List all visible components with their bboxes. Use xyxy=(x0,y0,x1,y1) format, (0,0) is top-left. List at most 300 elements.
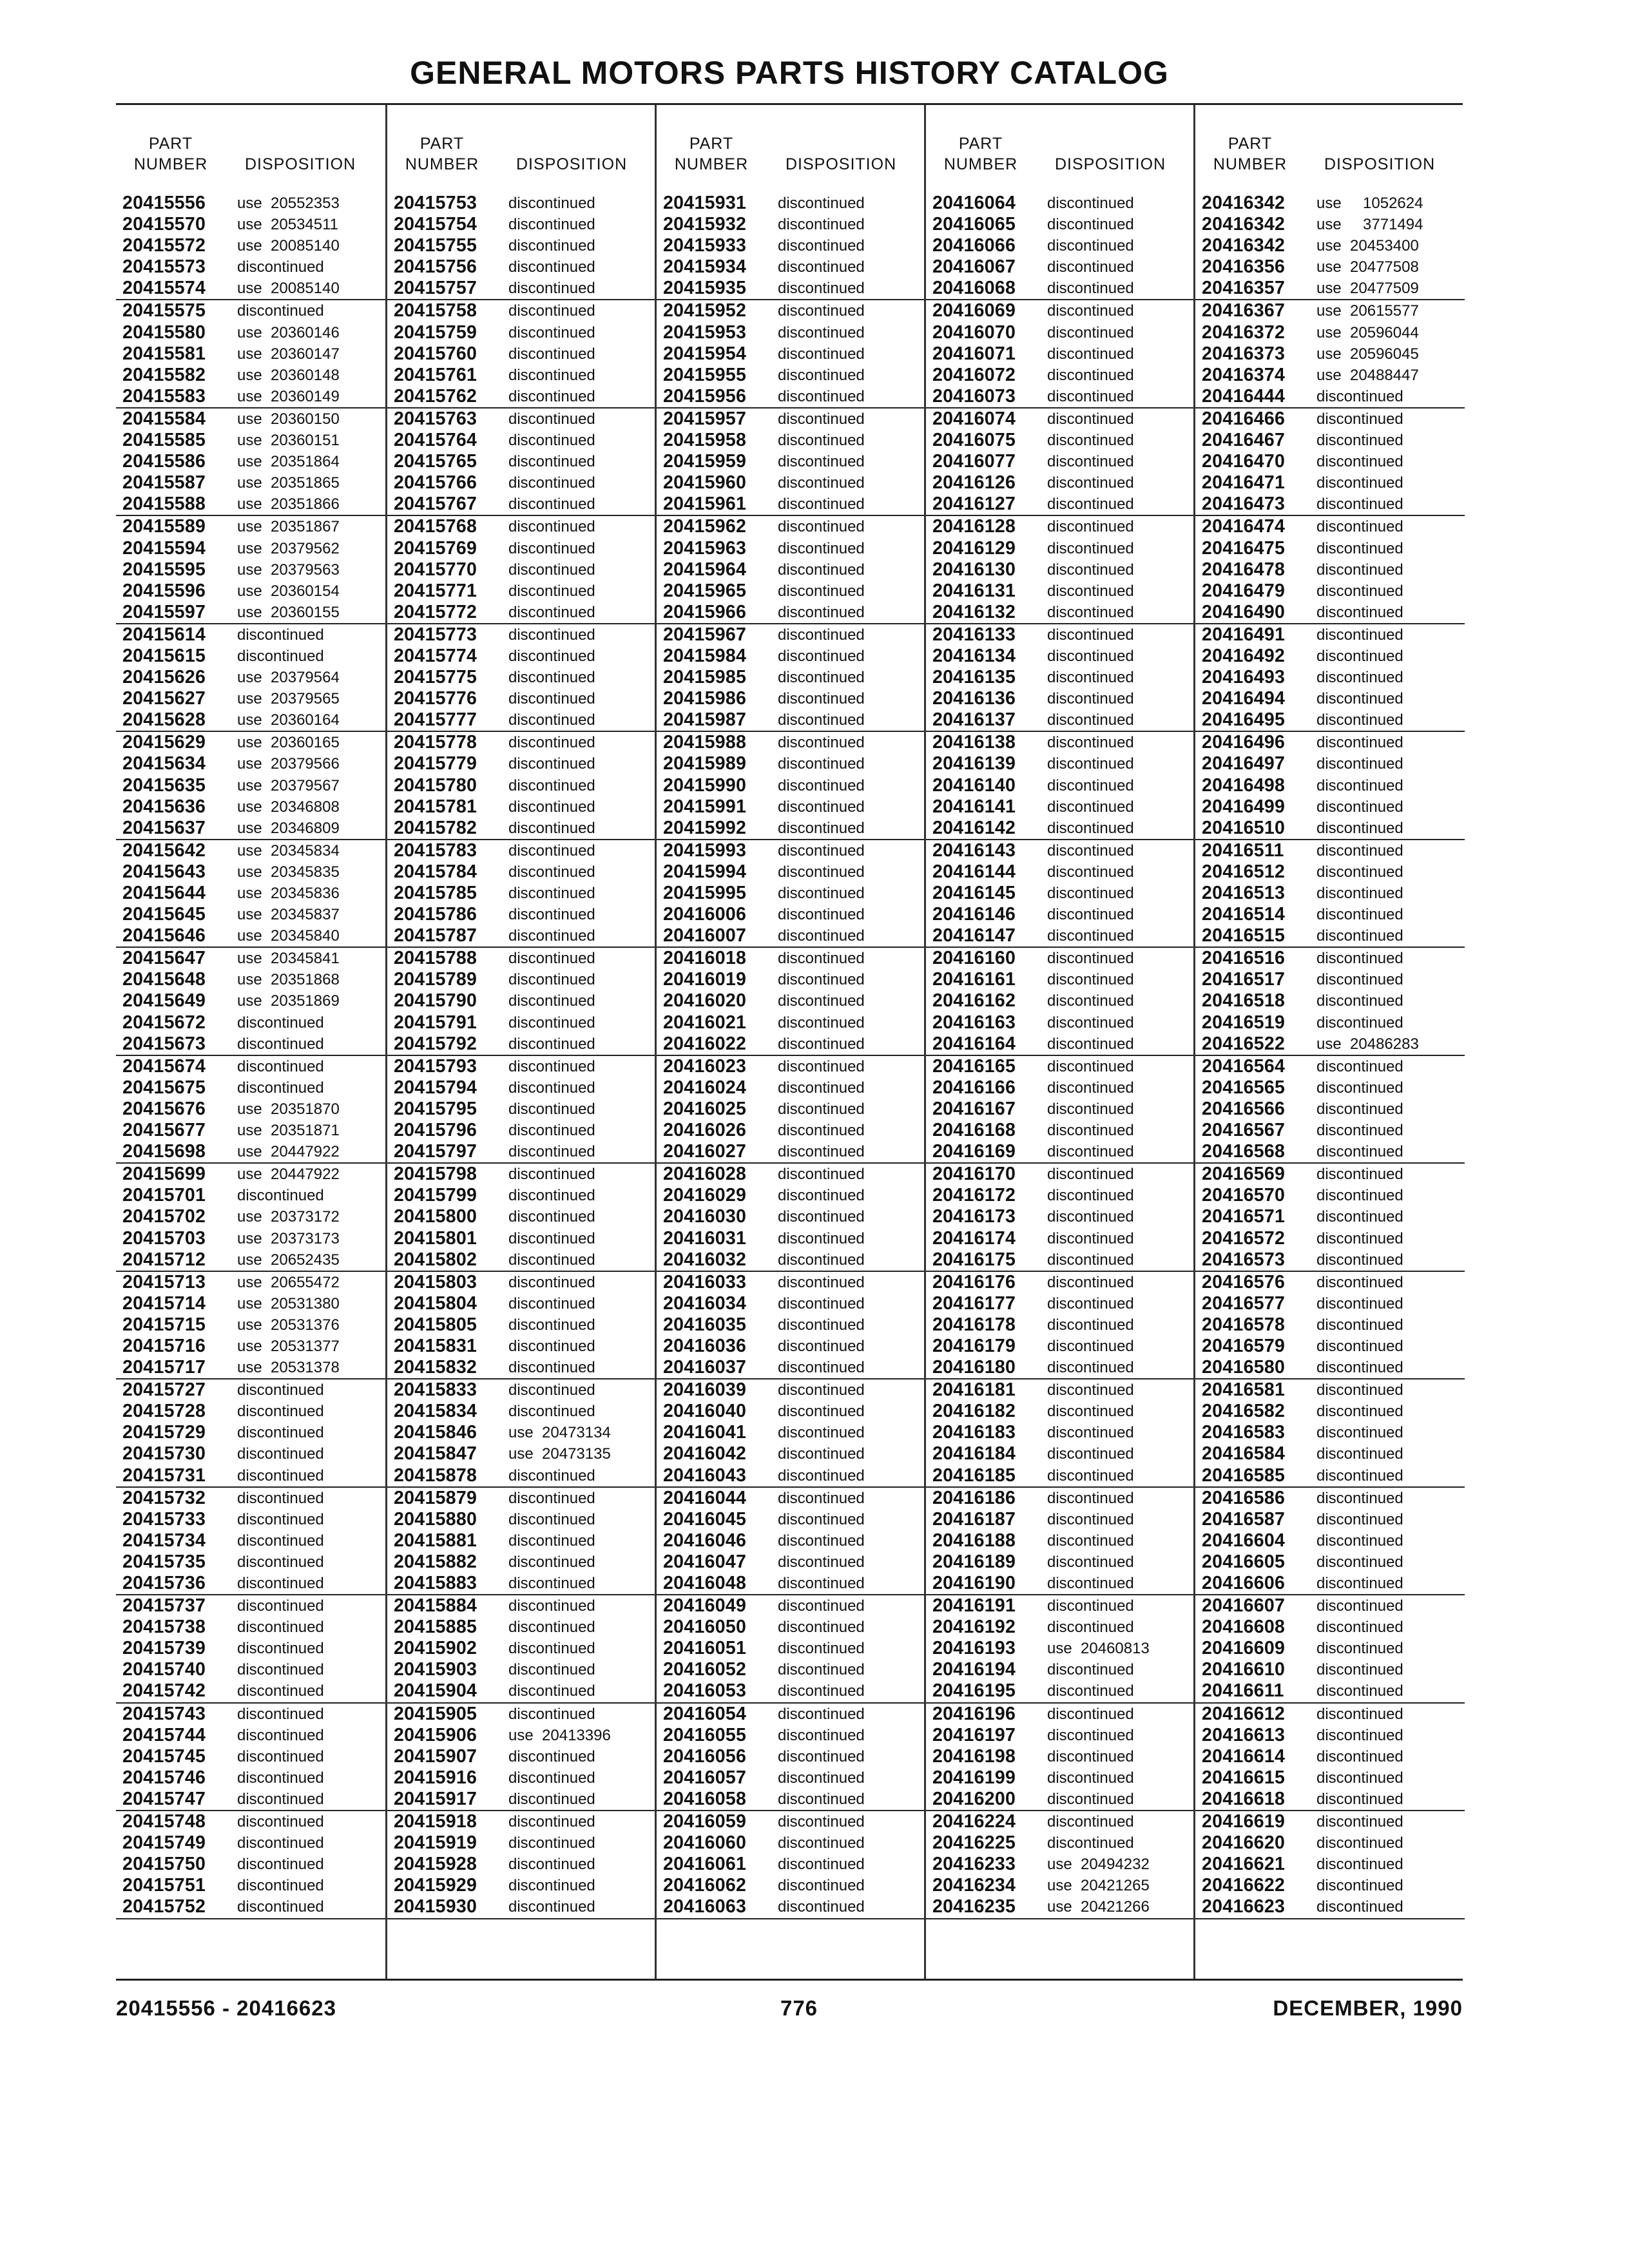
table-row xyxy=(657,365,926,386)
part-number: 20416139 xyxy=(932,753,1016,774)
part-number: 20416179 xyxy=(932,1335,1016,1356)
part-number: 20415832 xyxy=(394,1357,477,1378)
table-row xyxy=(926,1379,1195,1401)
part-number: 20415988 xyxy=(663,732,747,753)
table-row xyxy=(116,559,385,581)
part-number: 20416042 xyxy=(663,1443,747,1465)
disposition: discontinued xyxy=(237,1640,324,1658)
table-row xyxy=(926,1185,1195,1206)
disposition: discontinued xyxy=(508,927,595,945)
disposition: use 20460813 xyxy=(1047,1640,1150,1658)
part-number: 20415905 xyxy=(394,1703,477,1724)
part-number: 20416580 xyxy=(1202,1357,1286,1378)
part-number: 20416585 xyxy=(1202,1465,1286,1486)
table-row xyxy=(657,1056,926,1077)
part-number: 20415769 xyxy=(394,537,477,559)
table-row xyxy=(116,1573,385,1595)
disposition: discontinued xyxy=(778,1813,865,1831)
disposition: use 20085140 xyxy=(237,237,340,255)
part-number: 20416234 xyxy=(932,1875,1016,1896)
part-number: 20416039 xyxy=(663,1379,747,1401)
catalog-column-1 xyxy=(116,105,385,1979)
disposition: use 20360151 xyxy=(237,432,340,450)
table-row xyxy=(387,1704,657,1725)
disposition: discontinued xyxy=(508,387,595,405)
table-row xyxy=(657,818,926,840)
part-number: 20416053 xyxy=(663,1680,747,1702)
table-row xyxy=(1195,1164,1465,1185)
disposition: discontinued xyxy=(1316,950,1403,968)
disposition: discontinued xyxy=(1047,1813,1134,1831)
part-number: 20415647 xyxy=(122,948,206,969)
part-number: 20416569 xyxy=(1202,1164,1286,1185)
table-row xyxy=(116,667,385,688)
disposition: discontinued xyxy=(508,1057,595,1075)
disposition: use 20531376 xyxy=(237,1316,340,1334)
disposition: discontinued xyxy=(1316,690,1403,708)
table-row xyxy=(926,1811,1195,1832)
disposition: discontinued xyxy=(1316,1877,1403,1895)
table-row xyxy=(116,1704,385,1725)
part-number: 20416145 xyxy=(932,883,1016,903)
table-row xyxy=(926,256,1195,278)
part-number: 20415762 xyxy=(394,385,477,407)
table-row xyxy=(116,1617,385,1638)
table-row xyxy=(387,1725,657,1746)
table-row xyxy=(1195,1185,1465,1206)
table-row xyxy=(387,1422,657,1443)
part-number: 20416067 xyxy=(932,256,1016,278)
part-number: 20416570 xyxy=(1202,1185,1286,1206)
part-number: 20415757 xyxy=(394,278,477,299)
table-row xyxy=(387,1573,657,1595)
disposition: discontinued xyxy=(1316,1705,1403,1723)
disposition: discontinued xyxy=(1047,258,1134,276)
disposition: discontinued xyxy=(237,1532,324,1550)
table-row xyxy=(387,1443,657,1465)
table-row xyxy=(387,300,657,322)
table-row xyxy=(387,1099,657,1120)
disposition: use 20531377 xyxy=(237,1337,340,1355)
part-number: 20415575 xyxy=(122,300,206,322)
table-row xyxy=(387,365,657,386)
part-number: 20416467 xyxy=(1202,430,1286,451)
disposition: discontinued xyxy=(778,1661,865,1679)
disposition: use 20486283 xyxy=(1316,1035,1419,1053)
part-number: 20415570 xyxy=(122,214,206,235)
table-row xyxy=(657,1141,926,1164)
disposition: discontinued xyxy=(1047,1619,1134,1637)
disposition: use 20477509 xyxy=(1316,280,1419,298)
disposition: discontinued xyxy=(778,1790,865,1808)
part-number: 20416497 xyxy=(1202,753,1286,774)
table-row xyxy=(116,1746,385,1767)
part-number: 20416479 xyxy=(1202,580,1286,601)
table-row xyxy=(387,386,657,408)
table-row xyxy=(387,1077,657,1099)
disposition: discontinued xyxy=(778,258,865,276)
disposition: use 20345835 xyxy=(237,863,340,881)
table-row xyxy=(387,1680,657,1703)
disposition: discontinued xyxy=(1047,1359,1134,1377)
disposition: use 20360148 xyxy=(237,366,340,384)
part-number: 20415738 xyxy=(122,1617,206,1638)
disposition: use 20413396 xyxy=(508,1726,611,1744)
disposition: discontinued xyxy=(237,1726,324,1744)
table-row xyxy=(116,925,385,948)
table-row xyxy=(1195,990,1465,1012)
disposition: discontinued xyxy=(1047,1229,1134,1247)
part-number: 20415594 xyxy=(122,537,206,559)
part-number: 20416043 xyxy=(663,1465,747,1486)
part-number: 20416198 xyxy=(932,1745,1016,1767)
part-number: 20415773 xyxy=(394,624,477,645)
disposition: use 20351865 xyxy=(237,474,340,492)
part-number: 20416199 xyxy=(932,1767,1016,1788)
table-row xyxy=(926,646,1195,667)
disposition: discontinued xyxy=(778,1532,865,1550)
part-number: 20416134 xyxy=(932,645,1016,666)
disposition: discontinued xyxy=(508,302,595,320)
part-number: 20416515 xyxy=(1202,925,1286,947)
part-number: 20415786 xyxy=(394,904,477,925)
part-number: 20416066 xyxy=(932,235,1016,256)
disposition: discontinued xyxy=(778,971,865,989)
disposition: discontinued xyxy=(1316,863,1403,881)
table-row xyxy=(387,451,657,472)
part-number: 20415775 xyxy=(394,667,477,688)
part-number: 20415931 xyxy=(663,193,747,213)
table-row xyxy=(116,1141,385,1164)
table-row xyxy=(657,1875,926,1896)
table-row xyxy=(387,278,657,300)
disposition: discontinued xyxy=(1316,906,1403,924)
part-number: 20416608 xyxy=(1202,1617,1286,1638)
disposition: discontinued xyxy=(1047,1682,1134,1700)
table-row xyxy=(926,1704,1195,1725)
table-row xyxy=(657,1617,926,1638)
part-number: 20415752 xyxy=(122,1896,206,1917)
table-row xyxy=(116,193,385,214)
part-number: 20416499 xyxy=(1202,796,1286,817)
disposition: discontinued xyxy=(778,1445,865,1463)
part-number: 20415701 xyxy=(122,1185,206,1206)
table-row xyxy=(387,883,657,904)
disposition: discontinued xyxy=(778,1424,865,1442)
disposition: discontinued xyxy=(1047,1316,1134,1334)
disposition: discontinued xyxy=(1047,280,1134,298)
part-number: 20415586 xyxy=(122,451,206,472)
disposition: discontinued xyxy=(237,1553,324,1571)
disposition: discontinued xyxy=(508,971,595,989)
part-number: 20415672 xyxy=(122,1012,206,1033)
table-row xyxy=(657,386,926,408)
disposition: discontinued xyxy=(508,1877,595,1895)
disposition: discontinued xyxy=(508,1898,595,1916)
disposition: discontinued xyxy=(778,237,865,255)
disposition: discontinued xyxy=(237,1489,324,1507)
part-number: 20416514 xyxy=(1202,904,1286,925)
part-number: 20415758 xyxy=(394,300,477,322)
disposition: discontinued xyxy=(778,302,865,320)
disposition: discontinued xyxy=(508,1682,595,1700)
part-number: 20416615 xyxy=(1202,1767,1286,1788)
table-row xyxy=(926,624,1195,646)
table-row xyxy=(926,1314,1195,1336)
part-number: 20416490 xyxy=(1202,601,1286,622)
part-number: 20415627 xyxy=(122,688,206,709)
disposition: discontinued xyxy=(1047,237,1134,255)
table-row xyxy=(657,235,926,256)
disposition: discontinued xyxy=(1316,734,1403,752)
disposition: discontinued xyxy=(237,1834,324,1852)
table-row xyxy=(116,796,385,818)
table-row xyxy=(926,1875,1195,1896)
part-number: 20416048 xyxy=(663,1573,747,1593)
disposition: discontinued xyxy=(778,280,865,298)
table-row xyxy=(116,861,385,883)
part-number: 20415699 xyxy=(122,1164,206,1185)
part-number: 20416492 xyxy=(1202,645,1286,666)
part-number: 20416028 xyxy=(663,1164,747,1185)
table-row xyxy=(926,1357,1195,1379)
part-number: 20416137 xyxy=(932,709,1016,731)
table-row xyxy=(1195,1206,1465,1227)
table-row xyxy=(387,925,657,948)
table-row xyxy=(1195,1746,1465,1767)
disposition: use 20379563 xyxy=(237,561,340,579)
disposition: discontinued xyxy=(778,366,865,384)
disposition: discontinued xyxy=(1047,1251,1134,1269)
part-number: 20415782 xyxy=(394,817,477,838)
disposition: discontinued xyxy=(1047,1273,1134,1291)
part-number: 20415967 xyxy=(663,624,747,645)
disposition: discontinued xyxy=(778,1359,865,1377)
table-row xyxy=(116,1206,385,1227)
part-number: 20415801 xyxy=(394,1227,477,1249)
disposition: use 20346808 xyxy=(237,798,340,816)
part-number: 20416372 xyxy=(1202,322,1286,343)
disposition: discontinued xyxy=(237,1079,324,1097)
table-row xyxy=(926,235,1195,256)
table-row xyxy=(926,1228,1195,1249)
part-number: 20416133 xyxy=(932,624,1016,645)
disposition: discontinued xyxy=(1316,885,1403,902)
table-row xyxy=(1195,1488,1465,1509)
table-row xyxy=(1195,494,1465,516)
part-number: 20415673 xyxy=(122,1033,206,1054)
table-row xyxy=(926,1465,1195,1488)
disposition: use 20552353 xyxy=(237,195,340,212)
part-number: 20416007 xyxy=(663,925,747,947)
part-number: 20416068 xyxy=(932,278,1016,299)
table-row xyxy=(116,1422,385,1443)
disposition: discontinued xyxy=(508,1532,595,1550)
disposition: discontinued xyxy=(1316,1403,1403,1421)
disposition: discontinued xyxy=(1316,1834,1403,1852)
part-number: 20415965 xyxy=(663,580,747,601)
disposition: discontinued xyxy=(778,1014,865,1032)
table-row xyxy=(1195,408,1465,430)
table-row xyxy=(657,904,926,925)
table-row xyxy=(926,408,1195,430)
table-row xyxy=(926,1854,1195,1875)
table-row xyxy=(657,1746,926,1767)
disposition: discontinued xyxy=(1316,495,1403,514)
disposition: discontinued xyxy=(1047,345,1134,363)
part-number: 20416495 xyxy=(1202,709,1286,731)
disposition: discontinued xyxy=(1316,387,1403,405)
table-row xyxy=(657,925,926,948)
disposition: discontinued xyxy=(1047,1489,1134,1507)
disposition: discontinued xyxy=(508,1705,595,1723)
disposition: discontinued xyxy=(778,1597,865,1615)
part-number: 20415733 xyxy=(122,1508,206,1530)
table-row xyxy=(926,1033,1195,1056)
part-number: 20416578 xyxy=(1202,1314,1286,1335)
header-disposition: DISPOSITION xyxy=(786,155,897,173)
part-number: 20415991 xyxy=(663,796,747,817)
disposition: use 20477508 xyxy=(1316,258,1419,276)
part-number: 20416059 xyxy=(663,1811,747,1832)
disposition: discontinued xyxy=(508,992,595,1010)
part-number: 20415930 xyxy=(394,1896,477,1917)
part-number: 20416040 xyxy=(663,1401,747,1422)
disposition: discontinued xyxy=(778,1208,865,1226)
part-number: 20415882 xyxy=(394,1551,477,1572)
disposition: discontinued xyxy=(778,755,865,773)
disposition: discontinued xyxy=(778,1856,865,1874)
table-row xyxy=(657,1509,926,1530)
disposition: discontinued xyxy=(1047,1337,1134,1355)
disposition: discontinued xyxy=(237,1877,324,1895)
part-number: 20416494 xyxy=(1202,688,1286,709)
table-row xyxy=(116,1012,385,1033)
table-row xyxy=(926,1443,1195,1465)
disposition: discontinued xyxy=(1316,1726,1403,1744)
part-number: 20415984 xyxy=(663,645,747,666)
table-row xyxy=(926,343,1195,365)
part-number: 20416165 xyxy=(932,1055,1016,1077)
disposition: discontinued xyxy=(508,776,595,794)
part-number: 20416513 xyxy=(1202,883,1286,903)
table-row xyxy=(926,1509,1195,1530)
disposition: discontinued xyxy=(1047,1403,1134,1421)
table-row xyxy=(657,1704,926,1725)
table-row xyxy=(1195,1832,1465,1854)
disposition: discontinued xyxy=(1316,1575,1403,1592)
table-row xyxy=(116,1854,385,1875)
disposition: discontinued xyxy=(508,1122,595,1140)
part-number: 20415928 xyxy=(394,1854,477,1875)
table-row xyxy=(387,322,657,343)
disposition: discontinued xyxy=(778,518,865,536)
part-number: 20415729 xyxy=(122,1422,206,1443)
column-header xyxy=(657,105,926,187)
table-row xyxy=(926,365,1195,386)
table-row xyxy=(1195,581,1465,602)
disposition: discontinued xyxy=(778,1187,865,1205)
part-number: 20416619 xyxy=(1202,1811,1286,1832)
table-row xyxy=(387,430,657,451)
table-row xyxy=(116,753,385,774)
part-number: 20415770 xyxy=(394,559,477,580)
table-row xyxy=(116,1249,385,1272)
header-number: NUMBER xyxy=(674,155,749,173)
part-number: 20415750 xyxy=(122,1854,206,1875)
part-number: 20415739 xyxy=(122,1638,206,1659)
disposition: use 20655472 xyxy=(237,1273,340,1291)
disposition: discontinued xyxy=(1047,1532,1134,1550)
disposition: discontinued xyxy=(1047,690,1134,708)
disposition: discontinued xyxy=(508,819,595,837)
part-number: 20416178 xyxy=(932,1314,1016,1335)
table-row xyxy=(1195,1725,1465,1746)
disposition: use 20494232 xyxy=(1047,1856,1150,1874)
table-row xyxy=(926,1832,1195,1854)
table-row xyxy=(926,1659,1195,1680)
disposition: discontinued xyxy=(1316,539,1403,557)
part-number: 20416565 xyxy=(1202,1077,1286,1098)
table-row xyxy=(657,990,926,1012)
table-row xyxy=(1195,969,1465,990)
disposition: discontinued xyxy=(508,258,595,276)
part-number: 20415802 xyxy=(394,1249,477,1270)
part-number: 20415964 xyxy=(663,559,747,580)
table-row xyxy=(926,538,1195,559)
table-row xyxy=(657,709,926,732)
disposition: discontinued xyxy=(1047,216,1134,234)
part-number: 20416474 xyxy=(1202,516,1286,537)
header-disposition: DISPOSITION xyxy=(1324,155,1436,173)
table-row xyxy=(657,1725,926,1746)
part-number: 20416607 xyxy=(1202,1595,1286,1617)
disposition: discontinued xyxy=(1316,1790,1403,1808)
disposition: discontinued xyxy=(508,1166,595,1184)
disposition: discontinued xyxy=(1047,1208,1134,1226)
part-number: 20416516 xyxy=(1202,948,1286,969)
part-number: 20416056 xyxy=(663,1745,747,1767)
disposition: use 20360154 xyxy=(237,582,340,600)
disposition: discontinued xyxy=(1047,1079,1134,1097)
disposition: discontinued xyxy=(508,1337,595,1355)
part-number: 20416522 xyxy=(1202,1033,1286,1054)
part-number: 20416175 xyxy=(932,1249,1016,1270)
part-number: 20416576 xyxy=(1202,1271,1286,1293)
disposition: discontinued xyxy=(1047,711,1134,729)
disposition: discontinued xyxy=(508,474,595,492)
disposition: use 20351866 xyxy=(237,495,340,514)
part-number: 20416582 xyxy=(1202,1401,1286,1422)
part-number: 20415992 xyxy=(663,817,747,838)
part-number: 20416173 xyxy=(932,1206,1016,1227)
table-row xyxy=(387,1746,657,1767)
disposition: discontinued xyxy=(1047,1575,1134,1592)
table-row xyxy=(1195,646,1465,667)
part-number: 20416611 xyxy=(1202,1680,1284,1702)
table-row xyxy=(387,667,657,688)
table-row xyxy=(926,948,1195,969)
part-number: 20415985 xyxy=(663,667,747,688)
table-row xyxy=(926,494,1195,516)
disposition: discontinued xyxy=(1316,626,1403,644)
table-row xyxy=(116,709,385,732)
table-row xyxy=(926,818,1195,840)
disposition: discontinued xyxy=(1047,819,1134,837)
part-number: 20415637 xyxy=(122,817,206,838)
part-number: 20415953 xyxy=(663,322,747,343)
disposition: use 20473134 xyxy=(508,1424,611,1442)
